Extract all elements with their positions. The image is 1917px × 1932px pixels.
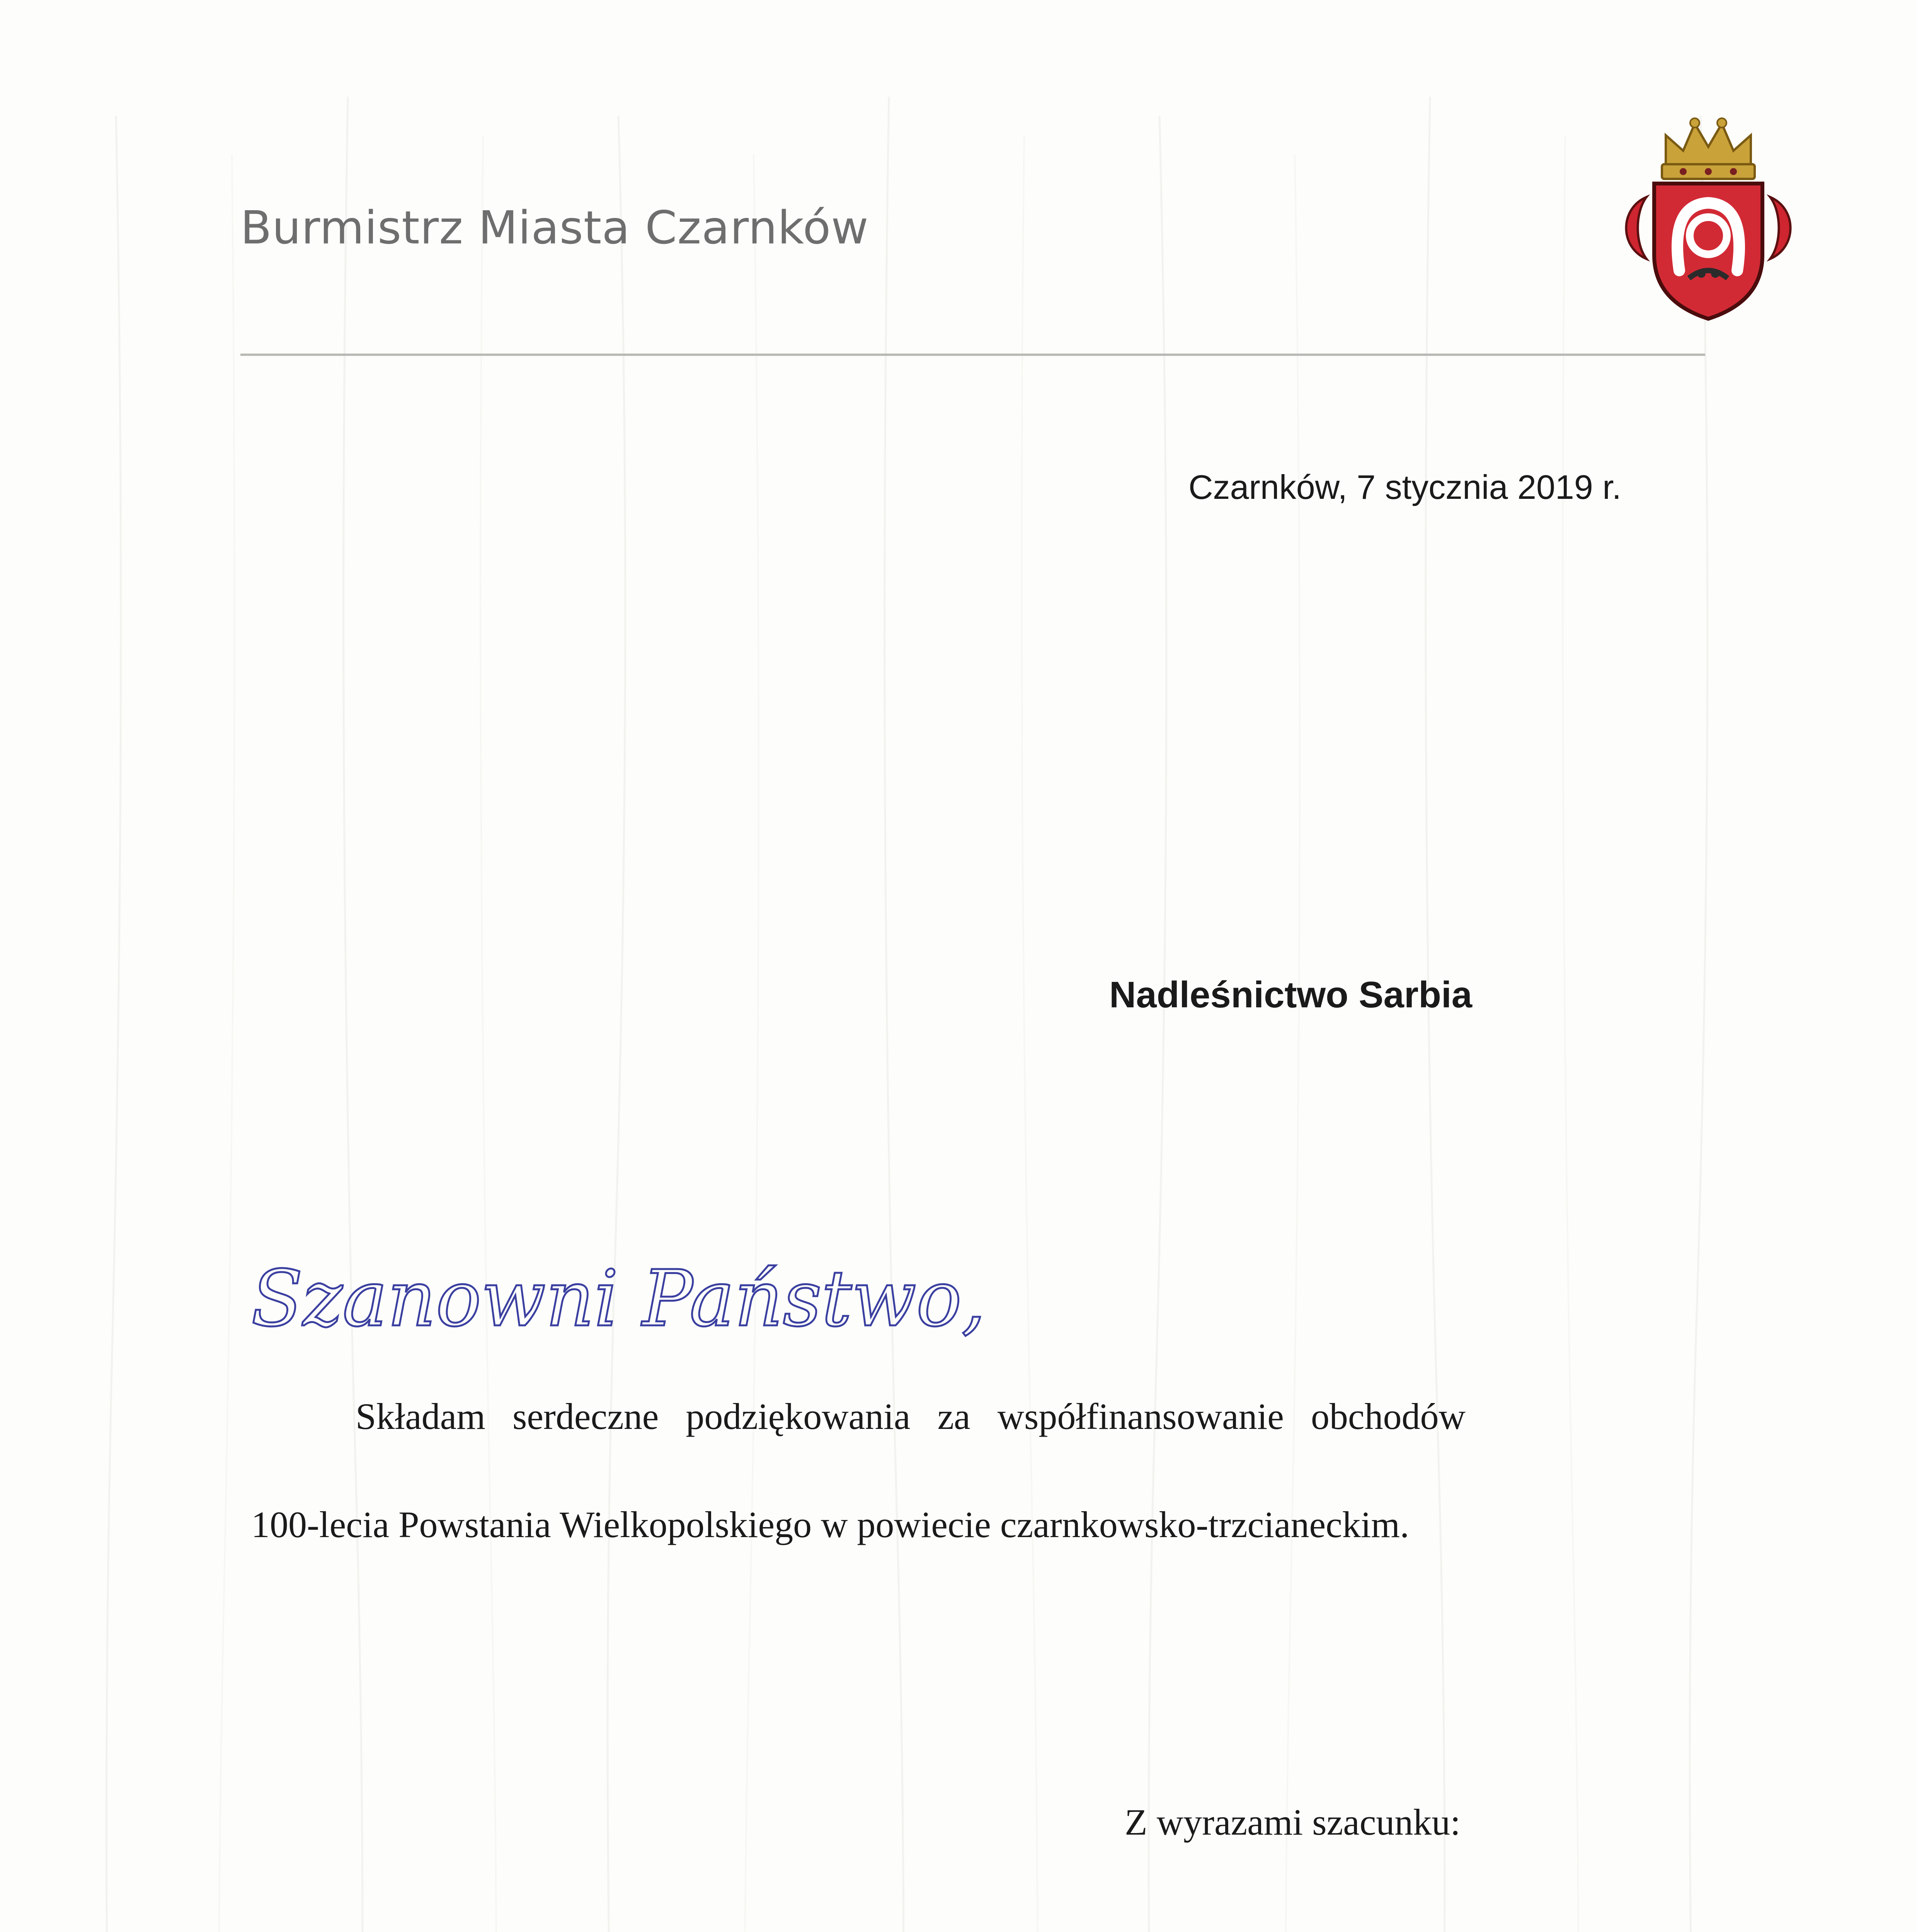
body-line-2: 100-lecia Powstania Wielkopolskiego w powiecie czarnkowsko-trzcianeckim. <box>251 1504 1410 1545</box>
addressee: Nadleśnictwo Sarbia <box>1109 974 1472 1015</box>
place-date: Czarnków, 7 stycznia 2019 r. <box>1188 468 1622 506</box>
body-line-1: Składam serdeczne podziękowania za współfinansowanie obchodów <box>356 1396 1466 1437</box>
letterhead-title: Burmistrz Miasta Czarnków <box>240 201 869 254</box>
letterhead-divider <box>240 354 1705 356</box>
greeting-text: Szanowni Państwo, <box>251 1254 986 1344</box>
closing-phrase: Z wyrazami szacunku: <box>1125 1801 1461 1843</box>
handwritten-greeting <box>247 1229 1001 1356</box>
coat-of-arms-icon <box>1612 108 1805 325</box>
